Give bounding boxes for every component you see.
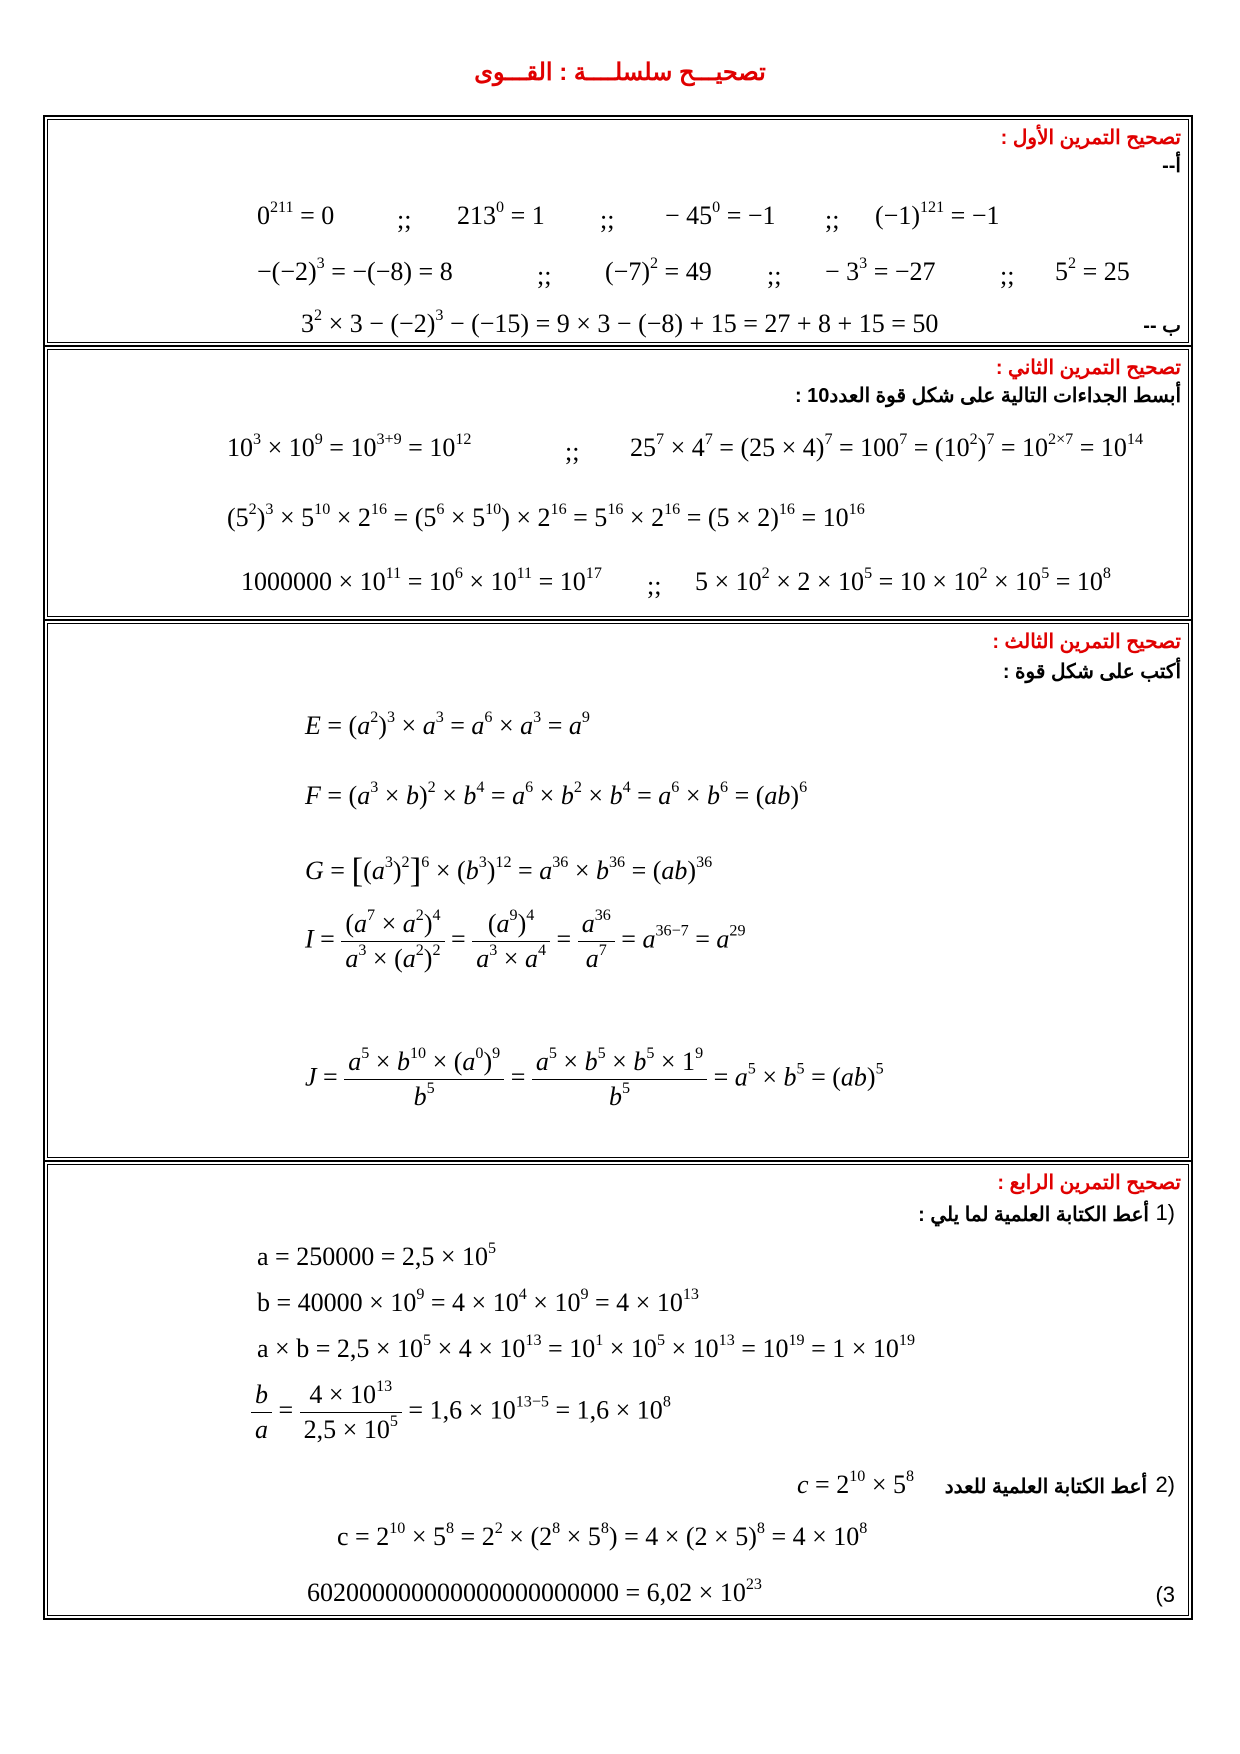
exercise-4-box <box>43 1160 1193 1620</box>
frac-J-1: $\frac{a^5 \times b^{10} \times (a^0)^9}{b^5}$ <box>344 1049 504 1110</box>
ex2-line-2: $(5^2)^3 \times 5^{10} \times 2^{16} = (5^6 \times 5^{10}) \times 2^{16} = 5^{16} \times 2^{16} = (5 \times 2)^{16} = 10^{16}$ <box>227 500 865 532</box>
ex1-sep: ;; <box>825 205 840 234</box>
ex2-sep: ;; <box>565 437 580 466</box>
exercise-3-box <box>43 619 1193 1162</box>
q1-text: أعط الكتابة العلمية لما يلي : <box>918 1204 1149 1226</box>
ex1-sep: ;; <box>397 205 412 234</box>
ex4-ab-line: $a \times b = 2,5 \times 10^5 \times 4 \times 10^{13} = 10^1 \times 10^5 \times 10^{13} = 10^{19} = 1 \times 10^{19}$ <box>257 1331 915 1363</box>
q3-number: (3 <box>1155 1582 1175 1607</box>
ex1-sep: ;; <box>767 261 782 290</box>
q2-text: أعط الكتابة العلمية للعدد <box>944 1476 1147 1498</box>
expr-I: I = $\frac{(a^7 \times a^2)^4}{a^3 \times (a^2)^2}$ = $\frac{(a^9)^4}{a^3 \times a^4}$ = $\frac{a^{36}}{a^7}$ = $a^{36-7} = a^{29}$ <box>305 906 746 973</box>
ex1-a3: − $45^0 = -1$ <box>665 198 776 230</box>
ex1-b4: $5^2 = 25$ <box>1055 254 1130 286</box>
ex1-sep: ;; <box>600 205 615 234</box>
exercise-2-title: تصحيح التمرين الثاني : <box>995 357 1181 379</box>
ex2-line-1a: $10^3 \times 10^9 = 10^{3+9} = 10^{12}$ <box>227 430 472 462</box>
part-b-label: ب -- <box>1143 315 1181 337</box>
q1-number: 1) <box>1155 1200 1175 1225</box>
ex1-b2: $(-7)^2 = 49$ <box>605 254 712 286</box>
ex4-big-line: $602000000000000000000000 = 6,02 \times 10^{23}$ <box>307 1575 762 1607</box>
frac-values: $\frac{4 \times 10^{13}}{2,5 \times 10^5}$ <box>300 1382 402 1443</box>
ex1-b3: − $3^3 = -27$ <box>825 254 936 286</box>
frac-I-3: $\frac{a^{36}}{a^7}$ <box>578 911 615 972</box>
ex1-sep: ;; <box>1000 261 1015 290</box>
exercise-3-title: تصحيح التمرين الثالث : <box>992 631 1181 653</box>
exercise-2-instruction: أبسط الجداءات التالية على شكل قوة العدد10 : <box>794 385 1181 407</box>
exercise-1-title: تصحيح التمرين الأول : <box>1000 127 1181 149</box>
ex4-b-line: $b = 40000 \times 10^9 = 4 \times 10^4 \times 10^9 = 4 \times 10^{13}$ <box>257 1285 699 1317</box>
ex1-line-1 <box>257 198 335 230</box>
exercise-2-box <box>43 345 1193 621</box>
ex2-line-3a: $1000000 \times 10^{11} = 10^6 \times 10^{11} = 10^{17}$ <box>241 564 602 596</box>
expr-E: $E = (a^2)^3 \times a^3 = a^6 \times a^3 = a^9$ <box>305 708 590 740</box>
ex1-a1: $0^{211} = 0$ <box>257 198 335 230</box>
ex2-line-1b: $25^7 \times 4^7 = (25 \times 4)^7 = 100^7 = (10^2)^7 = 10^{2\times 7} = 10^{14}$ <box>630 430 1144 462</box>
page-title: تصحيـــح سلسلــــة : القـــوى <box>474 59 766 86</box>
ex1-a4: $(-1)^{121} = -1$ <box>875 198 1000 230</box>
ex1-b1: $-(-2)^3 = -(-8) = 8$ <box>257 254 453 286</box>
frac-b-over-a: $\frac{b}{a}$ <box>251 1382 272 1443</box>
exercise-4-title: تصحيح التمرين الرابع : <box>997 1172 1181 1194</box>
exercise-3-instruction: أكتب على شكل قوة : <box>1002 661 1181 683</box>
expr-J: J = $\frac{a^5 \times b^{10} \times (a^0)^9}{b^5}$ = $\frac{a^5 \times b^5 \times b^5 \times 1^9}{b^5}$ = $a^5 \times b^5 = (ab)^5$ <box>305 1044 884 1111</box>
ex1-sep: ;; <box>537 261 552 290</box>
frac-I-1: $\frac{(a^7 \times a^2)^4}{a^3 \times (a^2)^2}$ <box>341 911 444 972</box>
q2-number: 2) <box>1155 1472 1175 1497</box>
ex1-a2: $213^0 = 1$ <box>457 198 545 230</box>
ex4-c-line: $c = 2^{10} \times 5^8 = 2^2 \times (2^8 \times 5^8) = 4 \times (2 \times 5)^8 = 4 \times 10^8$ <box>337 1519 868 1551</box>
ex4-a-line: $a = 250000 = 2,5 \times 10^5$ <box>257 1239 497 1271</box>
expr-G: $G = [(a^3)^2]^6 \times (b^3)^{12} = a^{36} \times b^{36} = (ab)^{36}$ <box>305 851 713 890</box>
ex1-part-b-expr: $3^2 \times 3 - (-2)^3 - (-15) = 9 \times 3 - (-8) + 15 = 27 + 8 + 15 = 50$ <box>301 306 939 338</box>
ex2-sep: ;; <box>647 571 662 600</box>
expr-F: $F = (a^3 \times b)^2 \times b^4 = a^6 \times b^2 \times b^4 = a^6 \times b^6 = (ab)^6$ <box>305 778 808 810</box>
ex4-frac-line: $\frac{b}{a}$ = $\frac{4 \times 10^{13}}{2,5 \times 10^5}$ = $1,6 \times 10^{13-5} = 1,6 \times 10^8$ <box>251 1382 671 1443</box>
part-a-label: أ-- <box>1162 155 1181 177</box>
q2-expr: $c = 2^{10} \times 5^8$ <box>797 1467 915 1499</box>
frac-J-2: $\frac{a^5 \times b^5 \times b^5 \times 1^9}{b^5}$ <box>532 1049 707 1110</box>
exercise-1-box <box>43 115 1193 347</box>
ex2-line-3b: $5 \times 10^2 \times 2 \times 10^5 = 10 \times 10^2 \times 10^5 = 10^8$ <box>695 564 1111 596</box>
frac-I-2: $\frac{(a^9)^4}{a^3 \times a^4}$ <box>472 911 550 972</box>
